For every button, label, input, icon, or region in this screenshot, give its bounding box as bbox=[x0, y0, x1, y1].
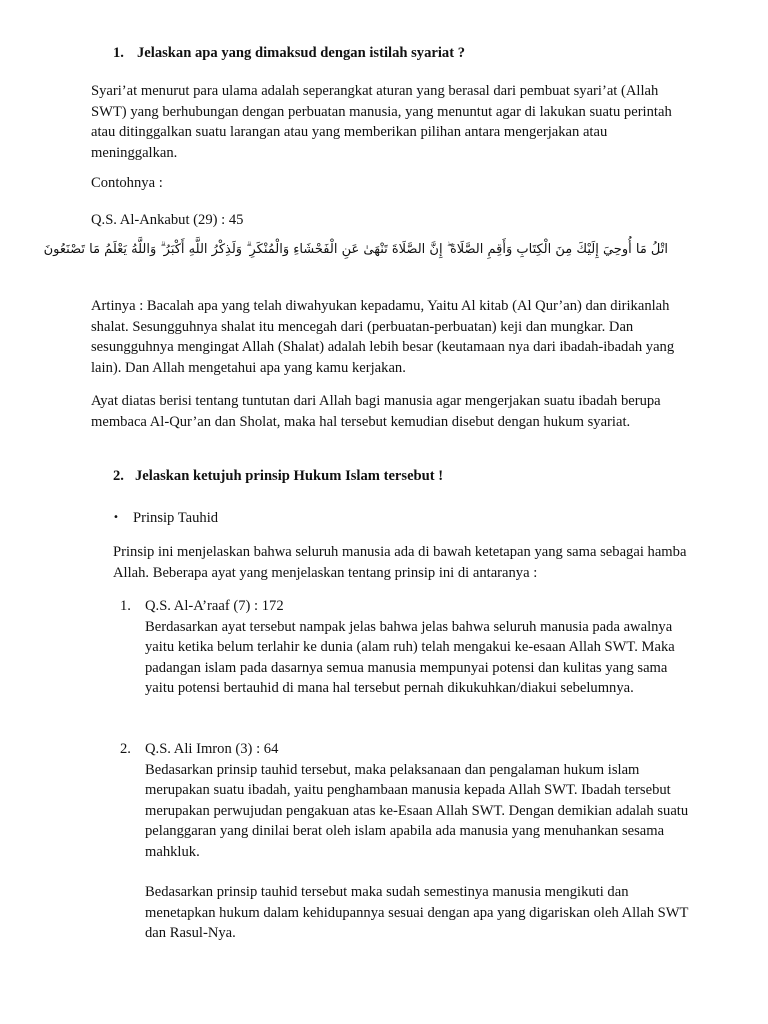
question-2 bbox=[113, 466, 673, 487]
verse-reference: Q.S. Al-Ankabut (29) : 45 bbox=[91, 212, 244, 228]
bullet-text: Prinsip Tauhid bbox=[133, 510, 219, 526]
tauhid-intro-paragraph: Prinsip ini menjelaskan bahwa seluruh manusia ada di bawah ketetapan yang sama sebagai hamba Allah. Beberapa ayat yang menjelaskan tentang prinsip ini di antaranya : bbox=[113, 544, 687, 581]
list-item-text: Bedasarkan prinsip tauhid tersebut, maka pelaksanaan dan pengalaman hukum islam merupakan suatu ibadah, yaitu penghambaan manusia kepada Allah SWT. Ibadah tersebut merupakan perwujudan pengakuan atas ke-Esaan Allah SWT. Dengan demikian adalah suatu pelanggaran yang dinilai berat oleh islam apabila ada manusia yang menuhankan sesama mahkluk. bbox=[145, 761, 689, 860]
question-1-text: Jelaskan apa yang dimaksud dengan istilah syariat ? bbox=[137, 45, 466, 61]
bullet-icon: • bbox=[113, 512, 119, 523]
arabic-verse: اتْلُ مَا أُوحِيَ إِلَيْكَ مِنَ الْكِتَابِ وَأَقِمِ الصَّلَاةَ ۖ إِنَّ الصَّلَاةَ تَنْهَىٰ عَنِ الْفَحْشَاءِ وَالْمُنْكَرِ ۗ وَلَذِكْرُ اللَّهِ أَكْبَرُ ۗ وَاللَّهُ يَعْلَمُ مَا تَصْنَعُونَ bbox=[43, 242, 668, 257]
syariat-definition-paragraph: Syari’at menurut para ulama adalah seperangkat aturan yang berasal dari pembuat syari’at (Allah SWT) yang berhubungan dengan perbuatan manusia, yang menuntut agar di lakukan suatu perintah atau ditinggalkan suatu larangan atau yang memberikan pilihan antara mengerjakan atau meninggalkan. bbox=[91, 83, 672, 161]
explanation-paragraph: Ayat diatas berisi tentang tuntutan dari Allah bagi manusia agar mengerjakan suatu ibadah berupa membaca Al-Qur’an dan Sholat, maka hal tersebut kemudian disebut dengan hukum syariat. bbox=[91, 393, 661, 430]
question-2-number: 2. bbox=[113, 468, 124, 484]
question-2-text: Jelaskan ketujuh prinsip Hukum Islam tersebut ! bbox=[135, 468, 444, 484]
bullet-prinsip-tauhid bbox=[113, 508, 673, 529]
example-label: Contohnya : bbox=[91, 175, 163, 191]
list-item-ref: Q.S. Ali Imron (3) : 64 bbox=[145, 741, 279, 757]
translation-paragraph: Artinya : Bacalah apa yang telah diwahyukan kepadamu, Yaitu Al kitab (Al Qur’an) dan dirikanlah shalat. Sesungguhnya shalat itu mencegah dari (perbuatan-perbuatan) keji dan mungkar. Dan sesungguhnya mengingat Allah (Shalat) adalah lebih besar (keutamaan nya dari ibadah-ibadah yang lain). Dan Allah mengetahui apa yang kamu kerjakan. bbox=[91, 298, 675, 376]
list-item bbox=[120, 739, 690, 862]
list-item-number: 1. bbox=[120, 598, 131, 614]
list-item bbox=[120, 596, 690, 699]
list-item-number: 2. bbox=[120, 741, 131, 757]
question-1 bbox=[113, 43, 673, 64]
list-item-ref: Q.S. Al-A’raaf (7) : 172 bbox=[145, 598, 284, 614]
question-1-number: 1. bbox=[113, 45, 124, 61]
list-item-text: Berdasarkan ayat tersebut nampak jelas bahwa jelas bahwa seluruh manusia pada awalnya yaitu ketika belum terlahir ke dunia (alam ruh) telah mengakui ke-esaan Allah SWT. Maka padangan islam pada dasarnya semua manusia mempunyai potensi dan kulitas yang sama yaitu potensi bertauhid di mana hal tersebut pernah dikukuhkan/diakui sebelumnya. bbox=[145, 618, 675, 696]
closing-paragraph: Bedasarkan prinsip tauhid tersebut maka sudah semestinya manusia mengikuti dan menetapkan hukum dalam kehidupannya sesuai dengan apa yang digariskan oleh Allah SWT dan Rasul-Nya. bbox=[145, 884, 689, 941]
